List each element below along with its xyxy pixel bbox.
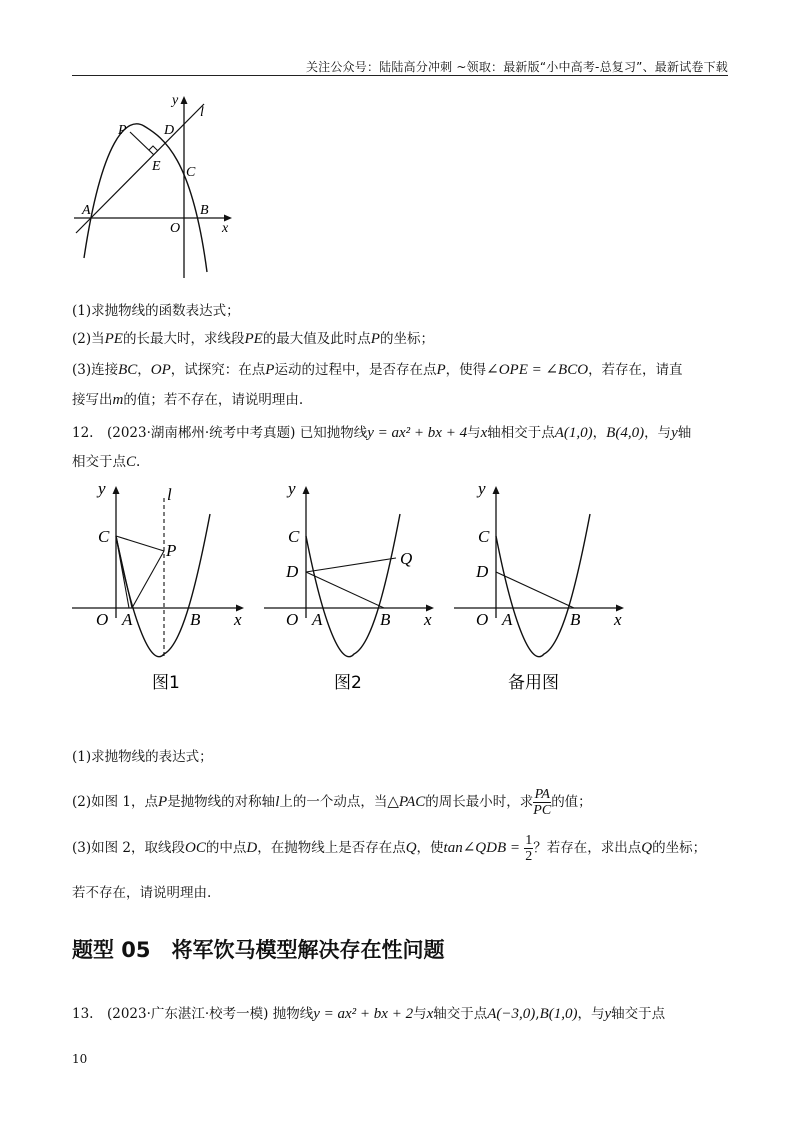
figure-1-caption: 图1 bbox=[152, 673, 180, 693]
q12-part1: (1)求抛物线的表达式； bbox=[72, 749, 213, 765]
figure-2 bbox=[262, 478, 442, 700]
q11-part2: (2)当PE的长最大时，求线段PE的最大值及此时点P的坐标； bbox=[72, 331, 434, 347]
line-l bbox=[76, 104, 204, 233]
label-o: O bbox=[476, 610, 489, 629]
right-angle-mark bbox=[149, 146, 158, 151]
y-axis-arrow bbox=[181, 96, 188, 104]
segment-dq bbox=[306, 558, 396, 572]
segment-ca2 bbox=[116, 536, 129, 608]
label-l: l bbox=[167, 485, 172, 504]
label-p: P bbox=[118, 123, 127, 138]
y-axis-arrow bbox=[303, 486, 310, 494]
parabola bbox=[116, 514, 210, 657]
label-y: y bbox=[288, 479, 296, 498]
label-a: A bbox=[82, 203, 91, 218]
segment-pa bbox=[132, 551, 164, 608]
label-a: A bbox=[122, 610, 133, 629]
label-l: l bbox=[200, 105, 204, 120]
q11-part3: (3)连接BC，OP，试探究：在点P运动的过程中，是否存在点P，使得∠OPE = ∠BCO，若存在，请直 bbox=[72, 362, 683, 378]
figure-backup bbox=[452, 478, 632, 700]
label-o: O bbox=[96, 610, 109, 629]
label-x: x bbox=[234, 610, 242, 629]
label-o: O bbox=[170, 221, 181, 236]
label-c: C bbox=[186, 165, 196, 180]
label-c: C bbox=[288, 527, 300, 546]
q11-part1: (1)求抛物线的函数表达式； bbox=[72, 303, 240, 319]
label-x: x bbox=[222, 221, 229, 236]
q12-part3-cont: 若不存在，请说明理由. bbox=[72, 885, 212, 901]
label-y: y bbox=[478, 479, 486, 498]
page-header: 关注公众号：陆陆高分冲刺 ~领取：最新版“小中高考-总复习”、最新试卷下载 bbox=[305, 60, 728, 74]
label-y: y bbox=[98, 479, 106, 498]
q12-part3: (3)如图 2，取线段OC的中点D，在抛物线上是否存在点Q，使tan∠QDB = $\frac{1}{2}$ ？若存在，求出点Q的坐标； bbox=[72, 833, 707, 864]
label-c: C bbox=[98, 527, 110, 546]
label-a: A bbox=[312, 610, 323, 629]
q12-part2: (2)如图 1，点P是抛物线的对称轴l上的一个动点，当△PAC的周长最小时，求 $\frac{PA}{PC}$ 的值； bbox=[72, 787, 592, 818]
label-y: y bbox=[172, 93, 179, 108]
q12-intro-cont: 相交于点C. bbox=[72, 454, 141, 470]
label-d: D bbox=[286, 562, 299, 581]
parabola bbox=[306, 514, 400, 657]
label-a: A bbox=[502, 610, 513, 629]
figure-2-caption: 图2 bbox=[334, 673, 362, 693]
label-c: C bbox=[478, 527, 490, 546]
label-x: x bbox=[614, 610, 622, 629]
segment-pe bbox=[130, 132, 154, 155]
figure-backup-caption: 备用图 bbox=[508, 673, 559, 693]
page-number: 10 bbox=[72, 1052, 88, 1066]
fraction-one-half: $\frac{1}{2}$ bbox=[525, 833, 533, 864]
parabola bbox=[496, 514, 590, 657]
label-x: x bbox=[424, 610, 432, 629]
label-b: B bbox=[200, 203, 209, 218]
figure-1 bbox=[72, 478, 252, 700]
q12-intro: 12. (2023·湖南郴州·统考中考真题) 已知抛物线y = ax² + bx + 4与x轴相交于点A(1,0)，B(4,0)，与y轴 bbox=[72, 425, 692, 441]
q11-figure bbox=[72, 88, 242, 284]
label-b: B bbox=[380, 610, 391, 629]
label-o: O bbox=[286, 610, 299, 629]
label-d: D bbox=[476, 562, 489, 581]
label-p: P bbox=[166, 541, 177, 560]
y-axis-arrow bbox=[113, 486, 120, 494]
segment-cp bbox=[116, 536, 164, 551]
q13-intro: 13. (2023·广东湛江·校考一模) 抛物线y = ax² + bx + 2与x轴交于点A(−3,0),B(1,0)，与y轴交于点 bbox=[72, 1006, 666, 1022]
header-rule bbox=[72, 75, 728, 76]
q11-part3-cont: 接写出m的值；若不存在，请说明理由. bbox=[72, 392, 304, 408]
y-axis-arrow bbox=[493, 486, 500, 494]
section-heading: 题型 05 将军饮马模型解决存在性问题 bbox=[72, 938, 445, 962]
label-b: B bbox=[190, 610, 201, 629]
label-e: E bbox=[152, 159, 161, 174]
label-q: Q bbox=[400, 549, 413, 568]
label-b: B bbox=[570, 610, 581, 629]
fraction-pa-pc: $\frac{PA}{PC}$ bbox=[533, 787, 552, 818]
label-d: D bbox=[164, 123, 175, 138]
